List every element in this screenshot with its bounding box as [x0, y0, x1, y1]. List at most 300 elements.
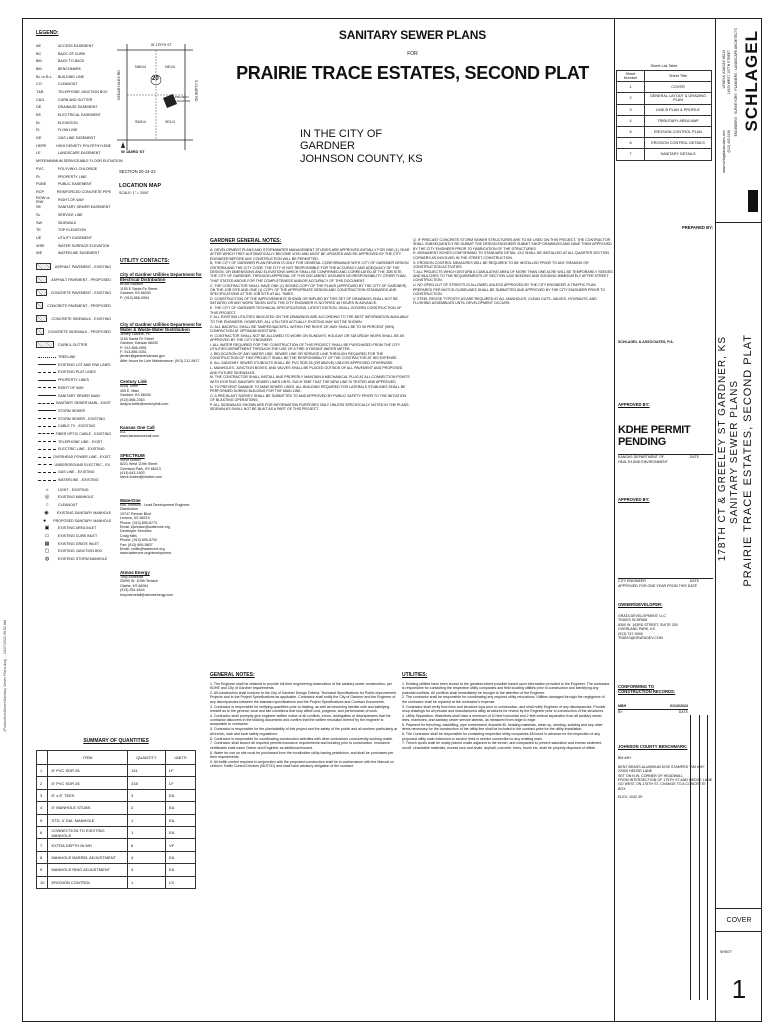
- legend-line-label: FIBER OPTIC CABLE - EXISTING: [55, 431, 111, 436]
- legend-def: BENCHMARK: [58, 66, 81, 71]
- legend-line-row: [36, 407, 111, 415]
- legend-abbr: SE: [36, 205, 42, 210]
- legend-def: SANITARY SEWER EASEMENT: [58, 205, 111, 210]
- owner-line: OVERLAND PARK, KS: [618, 627, 656, 632]
- quantity-units: VF: [166, 839, 196, 851]
- sheet-title-line2: SANITARY SEWER PLANS: [729, 380, 740, 524]
- gardner-note: M. THE CONTRACTOR SHALL INSTALL AND PROPERLY MAINTAIN A MECHANICAL PLUG AT ALL CONNECTION POINTS WITH EXISTING SANITARY SEWER LINES UNTIL SUCH TIME THAT THE NEW LINE IS TESTED AND APPROVED.: [210, 375, 410, 384]
- quantity-item: CONNECTION TO EXISTING MANHOLE: [48, 826, 128, 838]
- sheet-list-number: 4: [617, 115, 645, 126]
- gardner-note: N. TO PREVENT DAMAGE TO MAIN SEWER LINES, ALL BUILDING REQUIRED FOR LATERALS STUBLINES SHALL BE PERFORMED DURING BUILDING FOR THE MAIN LINE.: [210, 384, 406, 393]
- conforming-by: BY: [618, 709, 623, 714]
- city-date-label: DATE: [689, 579, 699, 584]
- legend-line-symbol: [36, 354, 58, 361]
- legend-line-label: CABLE TV - EXISTING: [58, 424, 96, 429]
- legend-line-row: [36, 430, 111, 438]
- legend-abbr-row: [36, 65, 111, 73]
- general-note: 2. All construction shall conform to the City of Gardner Design Criteria, Technical Specifications for Public Improvement Projects and to the Project Specifications as applicable. Contractor shall notify the City of Gardner and the Engineer of any discrepancies between the standard specifications and the Project Specifications and Contract Documents.: [210, 691, 397, 704]
- plan-for: FOR: [407, 51, 418, 57]
- quantity-item: EXTRA DEPTH IN MH: [48, 839, 128, 851]
- legend-def: BUILDING LINE: [58, 74, 84, 79]
- sheet-list-row: [617, 104, 712, 115]
- utility-contact-line: 8221 West 119th Street: [120, 462, 158, 467]
- gardner-note: H. CONTRACTOR SHALL NOT BE ALLOWED TO WORK ON SUNDAYS, HOLIDAY OR SATURDAY WORK SHALL BE AS APPROVED BY THE CITY ENGINEER.: [210, 333, 405, 343]
- legend-abbr-row: [36, 111, 111, 119]
- legend-line-label: SANITARY SEWER MAIN: [58, 393, 100, 398]
- legend-abbr-row: [36, 219, 111, 227]
- utility-contact-line: Overland Park, KS 66213: [120, 466, 161, 471]
- sheet-list-number: 7: [617, 149, 645, 160]
- firm-logo: SCHLAGEL: [742, 30, 761, 132]
- conforming-date: 01/10/2023: [670, 704, 688, 709]
- legend-symbol-row: [36, 517, 111, 525]
- approved-by-kdhe-label: APPROVED BY:: [618, 402, 650, 408]
- city-engineer-label: CITY ENGINEER: [618, 579, 646, 584]
- gardner-note: V. STEEL REVISE TYPOSTS 4/3 ARE REQUIRED AT ALL MANHOLES, CLEAN OUTS, VALVES, HYDRANTS, AND FLUSHING ASSEMBLIES UNTIL DEVELOPMENT OCCURS.: [413, 296, 597, 306]
- kdhe-agency: KANSAS DEPARTMENT OF HEALTH AND ENVIRONMENT: [618, 455, 668, 464]
- utilities-note: 3. Contractor shall verify flow lines and structure tops prior to construction, and shall notify Engineer of any discrepancies. Provide shop drawings for all precast and manufactured utility structures for review by the Engineer prior to construction of the structures.: [402, 704, 606, 713]
- quantity-units: LS: [166, 876, 196, 888]
- owner-line: TRAVIS SCHRAM: [618, 618, 648, 623]
- gardner-note: L. MANHOLES, JUNCTION BOXES, AND VALVES SHALL BE PLACED OUTSIDE OF ALL PAVEMENT AND PROPOSED AND FUTURE SIDEWALKS.: [210, 366, 403, 375]
- legend-line-label: UNDERGROUND ELECTRIC - EX.: [54, 462, 111, 467]
- quantity-row: [37, 789, 196, 801]
- sheet-list-number: 5: [617, 126, 645, 137]
- legend-line-symbol: [36, 461, 54, 468]
- legend-line-symbol: [36, 477, 58, 484]
- legend-hatch-swatch: [36, 302, 43, 309]
- utility-contact-line: Olathe, KS 66061: [120, 583, 149, 588]
- quantity-units: EA: [166, 789, 196, 801]
- legend-line-symbol: [36, 392, 58, 399]
- legend-abbr: T&B: [36, 89, 44, 94]
- utilities-note: 4. Utility Separation: Waterlines shall have a minimum of 10 feet horizontal and 2 feet vertical separation from all sanitary sewer lines, manholes, and sanitary sewer service laterals, as measured from edge to edge.: [402, 713, 602, 723]
- legend-symbol-label: CLEANOUT: [58, 503, 78, 508]
- legend-hatch-label: CONCRETE PAVEMENT - EXISTING: [50, 290, 111, 295]
- utilities-note: 5. Payment for trenching, backfilling, pipe embedment, flowable fill, bedding materials, clean up, seeding, sodding and any other items necessary for the construction of the utility line shall be included in the contract price for the utility installation.: [402, 723, 603, 732]
- sheet-list-number: 6: [617, 138, 645, 149]
- utility-contact-line: Kirk Johnson - Lead Development Engineer, Distribution: [120, 502, 191, 512]
- map-nw: NW1/4: [135, 65, 146, 69]
- legend-line-label: GAS LINE - EXISTING: [58, 470, 95, 475]
- utility-contact-line: Gardner, KS 66030: [120, 393, 151, 398]
- utility-contacts-title: UTILITY CONTACTS:: [120, 258, 170, 264]
- quantity-row: [37, 826, 196, 838]
- quantity-units: LF: [166, 777, 196, 789]
- legend-line-row: [36, 415, 111, 423]
- legend-def: UTILITY EASEMENT: [58, 236, 93, 241]
- legend-def: ACCESS EASEMENT: [58, 43, 94, 48]
- quantity-num: 9: [37, 864, 48, 876]
- legend-abbr-row: [36, 203, 111, 211]
- utilities-notes-title: UTILITIES:: [402, 672, 428, 678]
- legend-def: PUBLIC EASEMENT: [58, 182, 92, 187]
- conforming-title: CONFORMING TO CONSTRUCTION RECORDS:: [618, 684, 676, 695]
- city-block: [300, 128, 440, 165]
- benchmark-line: GO WEST ON 175TH ST. CHANGE TO A CONCRETE BOX: [618, 782, 706, 791]
- gardner-note: K. ALL SANITARY SEWER STUBOUTS SHALL BE PVC SDR-26 (OR ABOVE) UNLESS APPROVED OTHERWISE.: [210, 361, 394, 366]
- benchmark-title: JOHNSON COUNTY BENCHMARK:: [618, 744, 688, 750]
- legend-abbr: PVC: [36, 166, 44, 171]
- legend-line-label: STORM SEWER - EXISTING: [58, 416, 106, 421]
- owner-line: GRATA DEVELOPMENT, LLC: [618, 614, 666, 619]
- legend-line-label: OVERHEAD POWER LINE - EXIST.: [53, 455, 111, 460]
- legend-hatch-swatch: [36, 341, 54, 348]
- legend-symbol-icon: ▢: [44, 548, 50, 555]
- legend-symbol-label: EXISTING MANHOLE: [58, 495, 94, 500]
- quantities-table: [36, 750, 196, 889]
- utility-contact: [120, 272, 205, 300]
- quantities-header-units: UNITS: [166, 751, 196, 765]
- quantity-units: EA: [166, 802, 196, 814]
- legend-def: REINFORCED CONCRETE PIPE: [56, 189, 111, 194]
- general-note: 1. The Engineer shall be retained to provide full-time engineering observation of the sanitary sewer construction, per KDHE and City of Gardner requirements.: [210, 682, 392, 691]
- utility-contact-line: andy.w.tuttle@centurylink.com: [120, 402, 169, 407]
- legend-def: SERVICE LINE: [58, 212, 83, 217]
- legend-symbol-icon: ▦: [44, 540, 50, 547]
- utility-contacts: [120, 258, 205, 607]
- legend-abbr-row: [36, 180, 111, 188]
- legend-hatch-swatch: [36, 263, 51, 270]
- legend-hatch-label: ASPHALT PAVEMENT - EXISTING: [54, 264, 111, 269]
- utility-contact-line: Gardner, Kansas 66030: [120, 341, 158, 346]
- legend-def: GAS LINE EASEMENT: [58, 136, 96, 141]
- utility-contact-org: Atmos Energy: [120, 569, 150, 575]
- utilities-note: 2. The contractor shall be responsible for coordinating any required utility relocations. Utilities damaged through the negligence of the contractor shall be repaired at the contractor's expense.: [402, 695, 605, 704]
- map-sw: SW1/4: [135, 120, 146, 124]
- legend-symbol-label: EXISTING CURB INLET: [58, 533, 98, 538]
- city-engineer-note: APPROVED FOR ONE YEAR FROM THIS DATE: [618, 583, 698, 588]
- legend-symbol-icon: ◎: [44, 494, 50, 501]
- legend-def: BACK TO BACK: [58, 59, 85, 64]
- legend-def: TOP ELEVATION: [58, 228, 86, 233]
- kdhe-date-label: DATE: [689, 455, 699, 460]
- conforming-date-label: DATE: [678, 709, 688, 714]
- utility-contact-line: Jeffrey LaMirre, PE: [120, 332, 151, 337]
- legend-abbr-row: [36, 211, 111, 219]
- quantity-num: 1: [37, 765, 48, 777]
- legend-abbr: GE: [36, 136, 42, 141]
- gardner-note: I. ALL WATER REQUIRED FOR THE CONSTRUCTION OF THIS PROJECT SHALL BE PURCHASED FROM THE CITY UTILITIES DEPARTMENT THROUGH THE USE OF A FIRE HYDRANT WATER METER.: [210, 342, 400, 352]
- legend-symbol-row: [36, 501, 111, 509]
- utility-contact-org: City of Gardner Utilities Department for Water & Waste-Water Distribution: [120, 322, 202, 333]
- utility-contact-line: Gardner, KS 66030: [120, 291, 151, 296]
- quantity-row: [37, 765, 196, 777]
- owner-title: OWNER/DEVELOPER:: [618, 602, 663, 608]
- benchmark-line: FROM INTERSECTION OF 175TH ST AND HEDGE LANE: [618, 777, 713, 782]
- sheet-list: [616, 64, 712, 161]
- legend-lines: [36, 353, 111, 484]
- legend-abbr: AE: [36, 43, 42, 48]
- general-note: 4. Contractor shall promptly give engineer written notice of all conflicts, errors, ambiguities or discrepancies that the contractor discovers in the bidding documents and confirm that the written resolution thereof by the engineer is acceptable to contractor.: [210, 713, 391, 727]
- legend-line-symbol: [36, 369, 58, 376]
- gardner-note: B. THE CITY OF GARDNER PLAN REVIEW IS ONLY FOR GENERAL CONFORMANCE WITH CITY OF GARDNER DESIGN CRITERIA AND THE CITY CODE. THE CITY IS NOT RESPONSIBLE FOR THE ACCURACY AND ADEQUACY OF THE DESIGN, OR DIMENSIONS AND ELEVATIONS WHICH SHALL BE CONFIRMED AND CORRELATED AT THE JOB SITE. THE CITY OF GARDNER, THROUGH APPROVAL OF THIS DOCUMENT, ASSUMES NO RESPONSIBILITY OTHER THAN THAT STATED ABOVE FOR THE COMPLETENESS AND/OR ACCURACY OF THIS DOCUMENT.: [210, 261, 409, 283]
- legend-symbol-icon: ☼: [44, 486, 50, 493]
- summary-of-quantities: [36, 738, 196, 889]
- benchmark-line: BENT BRASS ALUMINUM DISK STAMPED "BM #9H": [618, 764, 705, 769]
- general-note: 8. Water for use on site must be purchased from the bondholder utility having jurisdiction, and shall be purchased per their requirements.: [210, 750, 394, 759]
- legend-abbr-row: [36, 227, 111, 235]
- gardner-note: J. RELOCATION OF ANY WATER LINE, SEWER LINE OR SERVICE LINE THROUGH REQUIRED FOR THE CONSTRUCTION OF THIS PROJECT SHALL BE THE RESPONSIBILITY OF THE CONTRACTOR AT HIS EXPENSE.: [210, 352, 398, 361]
- legend-line-row: [36, 453, 111, 461]
- legend-line-symbol: [36, 438, 58, 445]
- gardner-note: A. DEVELOPMENT PLANS AND STORMWATER MANAGEMENT STUDIES ARE APPROVED INITIALLY FOR ONE (1) YEAR AFTER WHICH THEY AUTOMATICALLY BECOME VOID AND MUST BE UPDATED AND RE-APPROVED BY THE CITY ENGINEER BEFORE ANY CONSTRUCTION WILL BE PERMITTED.: [210, 248, 410, 261]
- quantities-header-item: ITEM: [48, 751, 128, 765]
- map-title: LOCATION MAP: [119, 183, 162, 189]
- sheet-list-title: COVER: [645, 82, 712, 93]
- sheet-name: COVER: [726, 917, 752, 924]
- sheet-list-title: LINE B PLAN & PROFILE: [645, 104, 712, 115]
- legend-abbr: BL or B.L.: [36, 74, 53, 79]
- legend-hatch-row: [36, 260, 111, 273]
- quantity-quantity: 218: [128, 777, 166, 789]
- legend-symbol-row: [36, 494, 111, 502]
- legend-line-symbol: [36, 469, 58, 476]
- quantity-item: STD. 4' DIA. MANHOLE: [48, 814, 128, 826]
- sheet-name-block: [716, 908, 762, 932]
- legend-line-label: RIGHT OF WAY: [58, 385, 84, 390]
- quantity-row: [37, 839, 196, 851]
- quantity-num: 5: [37, 814, 48, 826]
- quantity-item: 6" PVC SDR 26: [48, 777, 128, 789]
- general-note: 6. Contractor is responsible for coordinating construction activities with other contractors concurrently working onsite.: [210, 736, 394, 741]
- legend-line-symbol: [36, 430, 56, 437]
- quantity-quantity: 1: [128, 814, 166, 826]
- utility-contact-org: WaterOne: [120, 497, 141, 503]
- legend-abbr-row: [36, 242, 111, 250]
- legend-abbr-row: [36, 250, 111, 258]
- quantity-num: 10: [37, 876, 48, 888]
- legend-line-symbol: [36, 384, 58, 391]
- gardner-note: U. NO OPEN CUT OF STREETS IS ALLOWED UNLESS APPROVED BY THE CITY ENGINEER. A TRAFFIC PLAN PREPARED PER MUTCD GUIDELINES SHALL BE SUBMITTED AND APPROVED BY THE CITY ENGINEER PRIOR TO CONSTRUCTION.: [413, 283, 606, 296]
- legend-abbr-row: [36, 96, 111, 104]
- quantity-row: [37, 777, 196, 789]
- utility-contact-line: Bruce Baldwin: [120, 282, 143, 287]
- legend-line-row: [36, 476, 111, 484]
- utility-contact-line: (913) 856-2363: [120, 397, 145, 402]
- map-se: SE1/4: [165, 120, 175, 124]
- legend-line-row: [36, 446, 111, 454]
- owner-line: (913) 747-9945: [618, 631, 643, 636]
- utility-contact-line: Steve Button: [120, 457, 141, 462]
- quantity-item: MANHOLE RING ADJUSTMENT: [48, 864, 128, 876]
- legend-abbr: ROW or R/W: [36, 195, 50, 204]
- revision-block: [690, 715, 714, 1000]
- legend-hatch-swatch: [36, 289, 47, 296]
- utility-contact-line: steve.button@charter.com: [120, 475, 163, 480]
- legend-abbr-row: [36, 142, 111, 150]
- prepared-by-label: PREPARED BY:: [681, 225, 713, 230]
- legend-line-label: TELEPHONE LINE - EXIST: [58, 439, 103, 444]
- legend-hatch-row: [36, 286, 111, 299]
- legend-line-label: ELECTRIC LINE - EXISTING: [58, 447, 105, 452]
- firm-web: www.schlagelassociates.com: [722, 130, 726, 173]
- legend-symbol-icon: ◉: [44, 509, 49, 516]
- gardner-general-notes-cont: [413, 238, 613, 306]
- legend-line-symbol: [36, 361, 58, 368]
- gardner-note: G. ALL BACKFILL SHALL BE TAMPED BACKFILL WITHIN THE RIGHT-OF-WAY SHALL BE TO 95 PERCENT (95%) COMPACTION AT OPTIMUM MOISTURE.: [210, 324, 395, 333]
- gardner-note: Q. IF PRECAST CONCRETE STORM SEWER STRUCTURES ARE TO BE USED ON THIS PROJECT, THE CONTRACTOR SHALL SUBSEQUENTLY RE-SUBMIT THE DESIGN ENGINEER SUBMIT SHOP DRAWINGS AND HAVE THEM APPROVED BY THE CITY ENGINEER PRIOR TO FABRICATION OF THE STRUCTURES.: [413, 238, 612, 251]
- legend-symbol-icon: ▭: [44, 532, 50, 539]
- legend-abbr: DE: [36, 105, 42, 110]
- sheet-list-header-number: Sheet Number: [617, 71, 645, 82]
- utility-contact-line: Lenexa, KS 66219: [120, 516, 150, 521]
- legend-abbr-row: [36, 234, 111, 242]
- prepared-by-firm: SCHLAGEL & ASSOCIATES, P.A.: [618, 340, 674, 344]
- utility-contact-line: tony.barnetall@atmosenergy.com: [120, 592, 174, 597]
- legend-hatch-label: CONCRETE SIDEWALK - EXISTING: [51, 316, 111, 321]
- sheet-list-row: [617, 138, 712, 149]
- utilities-note: 1. Existing utilities have been shown to the greatest extent possible based upon information provided to the Engineer. The contractor is responsible for contacting the respective utility companies and field locating utilities prior to construction and identifying any potential conflicts. All conflicts shall immediately be brought to the attention of the Engineer.: [402, 682, 610, 695]
- legend-line-symbol: [36, 454, 53, 461]
- quantity-quantity: 1: [128, 876, 166, 888]
- general-notes-title: GENERAL NOTES:: [210, 672, 255, 678]
- legend-line-label: TREELINE: [58, 355, 76, 360]
- utility-contact-org: Century Link: [120, 379, 147, 385]
- map-road-top: W 175TH ST: [151, 43, 172, 47]
- benchmark-elevation: ELEV: 1042.39': [618, 795, 643, 800]
- legend-abbr: WSE: [36, 243, 45, 248]
- utility-contact-org: City of Gardner Utilities Department for Electrical Distribution: [120, 272, 202, 283]
- legend-line-label: EXISTING PLAT LINES: [58, 370, 96, 375]
- utility-contact-line: 1150 E Santa Fe Street: [120, 286, 158, 291]
- legend-def: WATER SURFACE ELEVATION: [58, 243, 110, 248]
- utility-contact: [120, 453, 205, 480]
- legend-def: CURB AND GUTTER: [58, 97, 93, 102]
- kdhe-permit: KDHE PERMIT PENDING: [618, 424, 691, 449]
- legend-abbr-row: [36, 173, 111, 181]
- legend-line-row: [36, 392, 111, 400]
- general-note: 9. All traffic control required in conjunction with the proposed construction shall be in conformance with the Manual on Uniform Traffic Control Devices (MUTCD) and shall have advisory obligation of the contract.: [210, 759, 394, 769]
- gardner-note: O. A PRE-BLAST SURVEY SHALL BE SUBMITTED TO AND APPROVED BY PUBLIC SAFETY PRIOR TO THE INITIATION OF BLASTING OPERATIONS.: [210, 393, 407, 403]
- sheet-list-row: [617, 82, 712, 93]
- sheet-title-line1: PRAIRIE TRACE ESTATES, SECOND PLAT: [742, 334, 754, 587]
- quantity-units: LF: [166, 765, 196, 777]
- utility-contact-line: Phone: (913) 895-6773: [120, 520, 157, 525]
- north-arrow-icon: [121, 142, 125, 148]
- sheet-list-title: Sheet List Table: [650, 64, 678, 68]
- legend-def: BACK OF CURB: [58, 51, 85, 56]
- benchmark-id: BM #9H: [618, 756, 631, 761]
- legend-symbol-row: [36, 524, 111, 532]
- legend-abbr: BM: [36, 66, 42, 71]
- quantity-quantity: 8: [128, 839, 166, 851]
- legend-hatch-row: [36, 325, 111, 338]
- utility-contact-line: www.kansasonecall.com: [120, 434, 160, 439]
- legend-symbol-row: [36, 555, 111, 563]
- utility-contact-line: Developer Services:: [120, 529, 153, 534]
- legend-symbol-row: [36, 532, 111, 540]
- quantity-num: 6: [37, 826, 48, 838]
- quantity-item: EROSION CONTROL: [48, 876, 128, 888]
- legend-def: WATERLINE EASEMENT: [58, 251, 100, 256]
- legend-abbr-row: [36, 119, 111, 127]
- map-ne: NE1/4: [165, 65, 175, 69]
- gardner-note: E. THE CITY OF GARDNER TECHNICAL SPECIFICATIONS, LATEST EDITION, SHALL GOVERN CONSTRUCTION OF THIS PROJECT.: [210, 306, 402, 315]
- quantity-item: 8" PVC SDR 26: [48, 765, 128, 777]
- sheet-list-header-title: Sheet Title: [645, 71, 712, 82]
- legend-abbr: CO: [36, 82, 42, 87]
- sheet-list-row: [617, 115, 712, 126]
- utility-contact: [120, 379, 205, 406]
- quantity-num: 4: [37, 802, 48, 814]
- quantity-row: [37, 802, 196, 814]
- gardner-note: T. ALL PROJECTS WHICH DISTURB A CUMULATIVE AREA OF MORE THAN ONE ACRE WILL BE TEMPORARILY SEEDED AND MULCHED TO THE REQUIREMENTS OF SECTION 1200 SEEDING AND SODDING IMMEDIATELY AFTER STREET CONSTRUCTION.: [413, 269, 613, 283]
- legend-abbr: UE: [36, 236, 42, 241]
- utility-contact-line: (913) 254-6344: [120, 588, 145, 593]
- legend-symbol-label: EXISTING STORM MANHOLE: [58, 556, 108, 561]
- legend-hatch-row: [36, 273, 111, 286]
- legend-line-row: [36, 399, 111, 407]
- utility-contact-line: Phone: (913) 895-5700: [120, 538, 157, 543]
- legend-line-label: SANITARY SEWER MAIN - EXIST: [55, 401, 111, 406]
- quantity-num: 8: [37, 851, 48, 863]
- quantity-item: MANHOLE BARREL ADJUSTMENT: [48, 851, 128, 863]
- legend-title: LEGEND:: [36, 30, 59, 36]
- sheet-label: SHEET: [720, 950, 732, 954]
- legend-hatch-swatch: [36, 276, 47, 283]
- legend-line-label: STORM SEWER: [58, 408, 86, 413]
- legend-abbr: SW: [36, 220, 43, 225]
- legend-line-row: [36, 422, 111, 430]
- sheet-list-number: 3: [617, 104, 645, 115]
- map-scale: SCALE: 1" = 2000': [119, 191, 149, 195]
- gardner-note: C. THE CONTRACTOR SHALL HAVE ONE (1) SIGNED COPY OF THE PLANS (APPROVED BY THE CITY OF GARDNER) ON THE JOB SITE AND ONE (1) COPY OF THE APPROPRIATE DESIGN AND CONSTRUCTION STANDARDS AND SPECIFICATIONS AT THE JOB SITE AT ALL TIMES.: [210, 283, 407, 297]
- sheet-list-row: [617, 93, 712, 104]
- approved-by-city-label: APPROVED BY:: [618, 497, 650, 503]
- legend-abbr: FL: [36, 128, 41, 133]
- legend-hatch-swatch: [36, 315, 47, 322]
- title-block: [205, 28, 620, 84]
- legend-abbr-row: [36, 80, 111, 88]
- utility-contact-line: 811: [120, 429, 126, 434]
- sheet-list-title: TRIBUTARY AREA MAP: [645, 115, 712, 126]
- gardner-general-notes: [210, 238, 410, 412]
- utility-contact-line: (913) 643-1903: [120, 470, 145, 475]
- legend-line-symbol: [36, 377, 58, 384]
- legend-line-row: [36, 469, 111, 477]
- legend-line-label: WATERLINE - EXISTING: [58, 478, 99, 483]
- sheet-list-title: EROSION CONTROL PLAN: [645, 126, 712, 137]
- sheet-title-block: [716, 330, 762, 710]
- legend-abbr: PL: [36, 174, 41, 179]
- legend-abbr: WE: [36, 251, 43, 256]
- legend-line-symbol: [36, 407, 58, 414]
- legend-abbr-row: [36, 57, 111, 65]
- legend-symbol-icon: ○: [45, 502, 49, 509]
- utility-contact-line: F: 913-856-0251: [120, 350, 147, 355]
- sheet-list-row: [617, 126, 712, 137]
- firm-tagline: ENGINEERS · SURVEYORS · PLANNERS · LANDSCAPE ARCHITECTS: [734, 28, 738, 137]
- legend-abbr-row: [36, 42, 111, 50]
- legend-symbol-row: [36, 486, 111, 494]
- legend-line-row: [36, 461, 111, 469]
- utility-contact-line: Andy Tuttle: [120, 384, 138, 389]
- owner-line: TRAVIS@GRATADEV.COM: [618, 636, 663, 641]
- legend-symbols: [36, 486, 111, 563]
- quantity-row: [37, 814, 196, 826]
- legend-def: PROPERTY LINE: [58, 174, 87, 179]
- legend-abbr: SL: [36, 212, 41, 217]
- utility-contact: [120, 570, 205, 597]
- utility-contact-line: P: 913-856-0991: [120, 345, 147, 350]
- legend-line-label: PROPERTY LINES: [58, 378, 90, 383]
- sheet-list-title: EROSION CONTROL DETAILS: [645, 138, 712, 149]
- legend-symbol-label: EXISTING SANITARY MANHOLE: [56, 510, 111, 515]
- legend-line-row: [36, 353, 111, 361]
- legend-abbr-row: [36, 73, 111, 81]
- legend-def: RIGHT-OF-WAY: [58, 197, 85, 202]
